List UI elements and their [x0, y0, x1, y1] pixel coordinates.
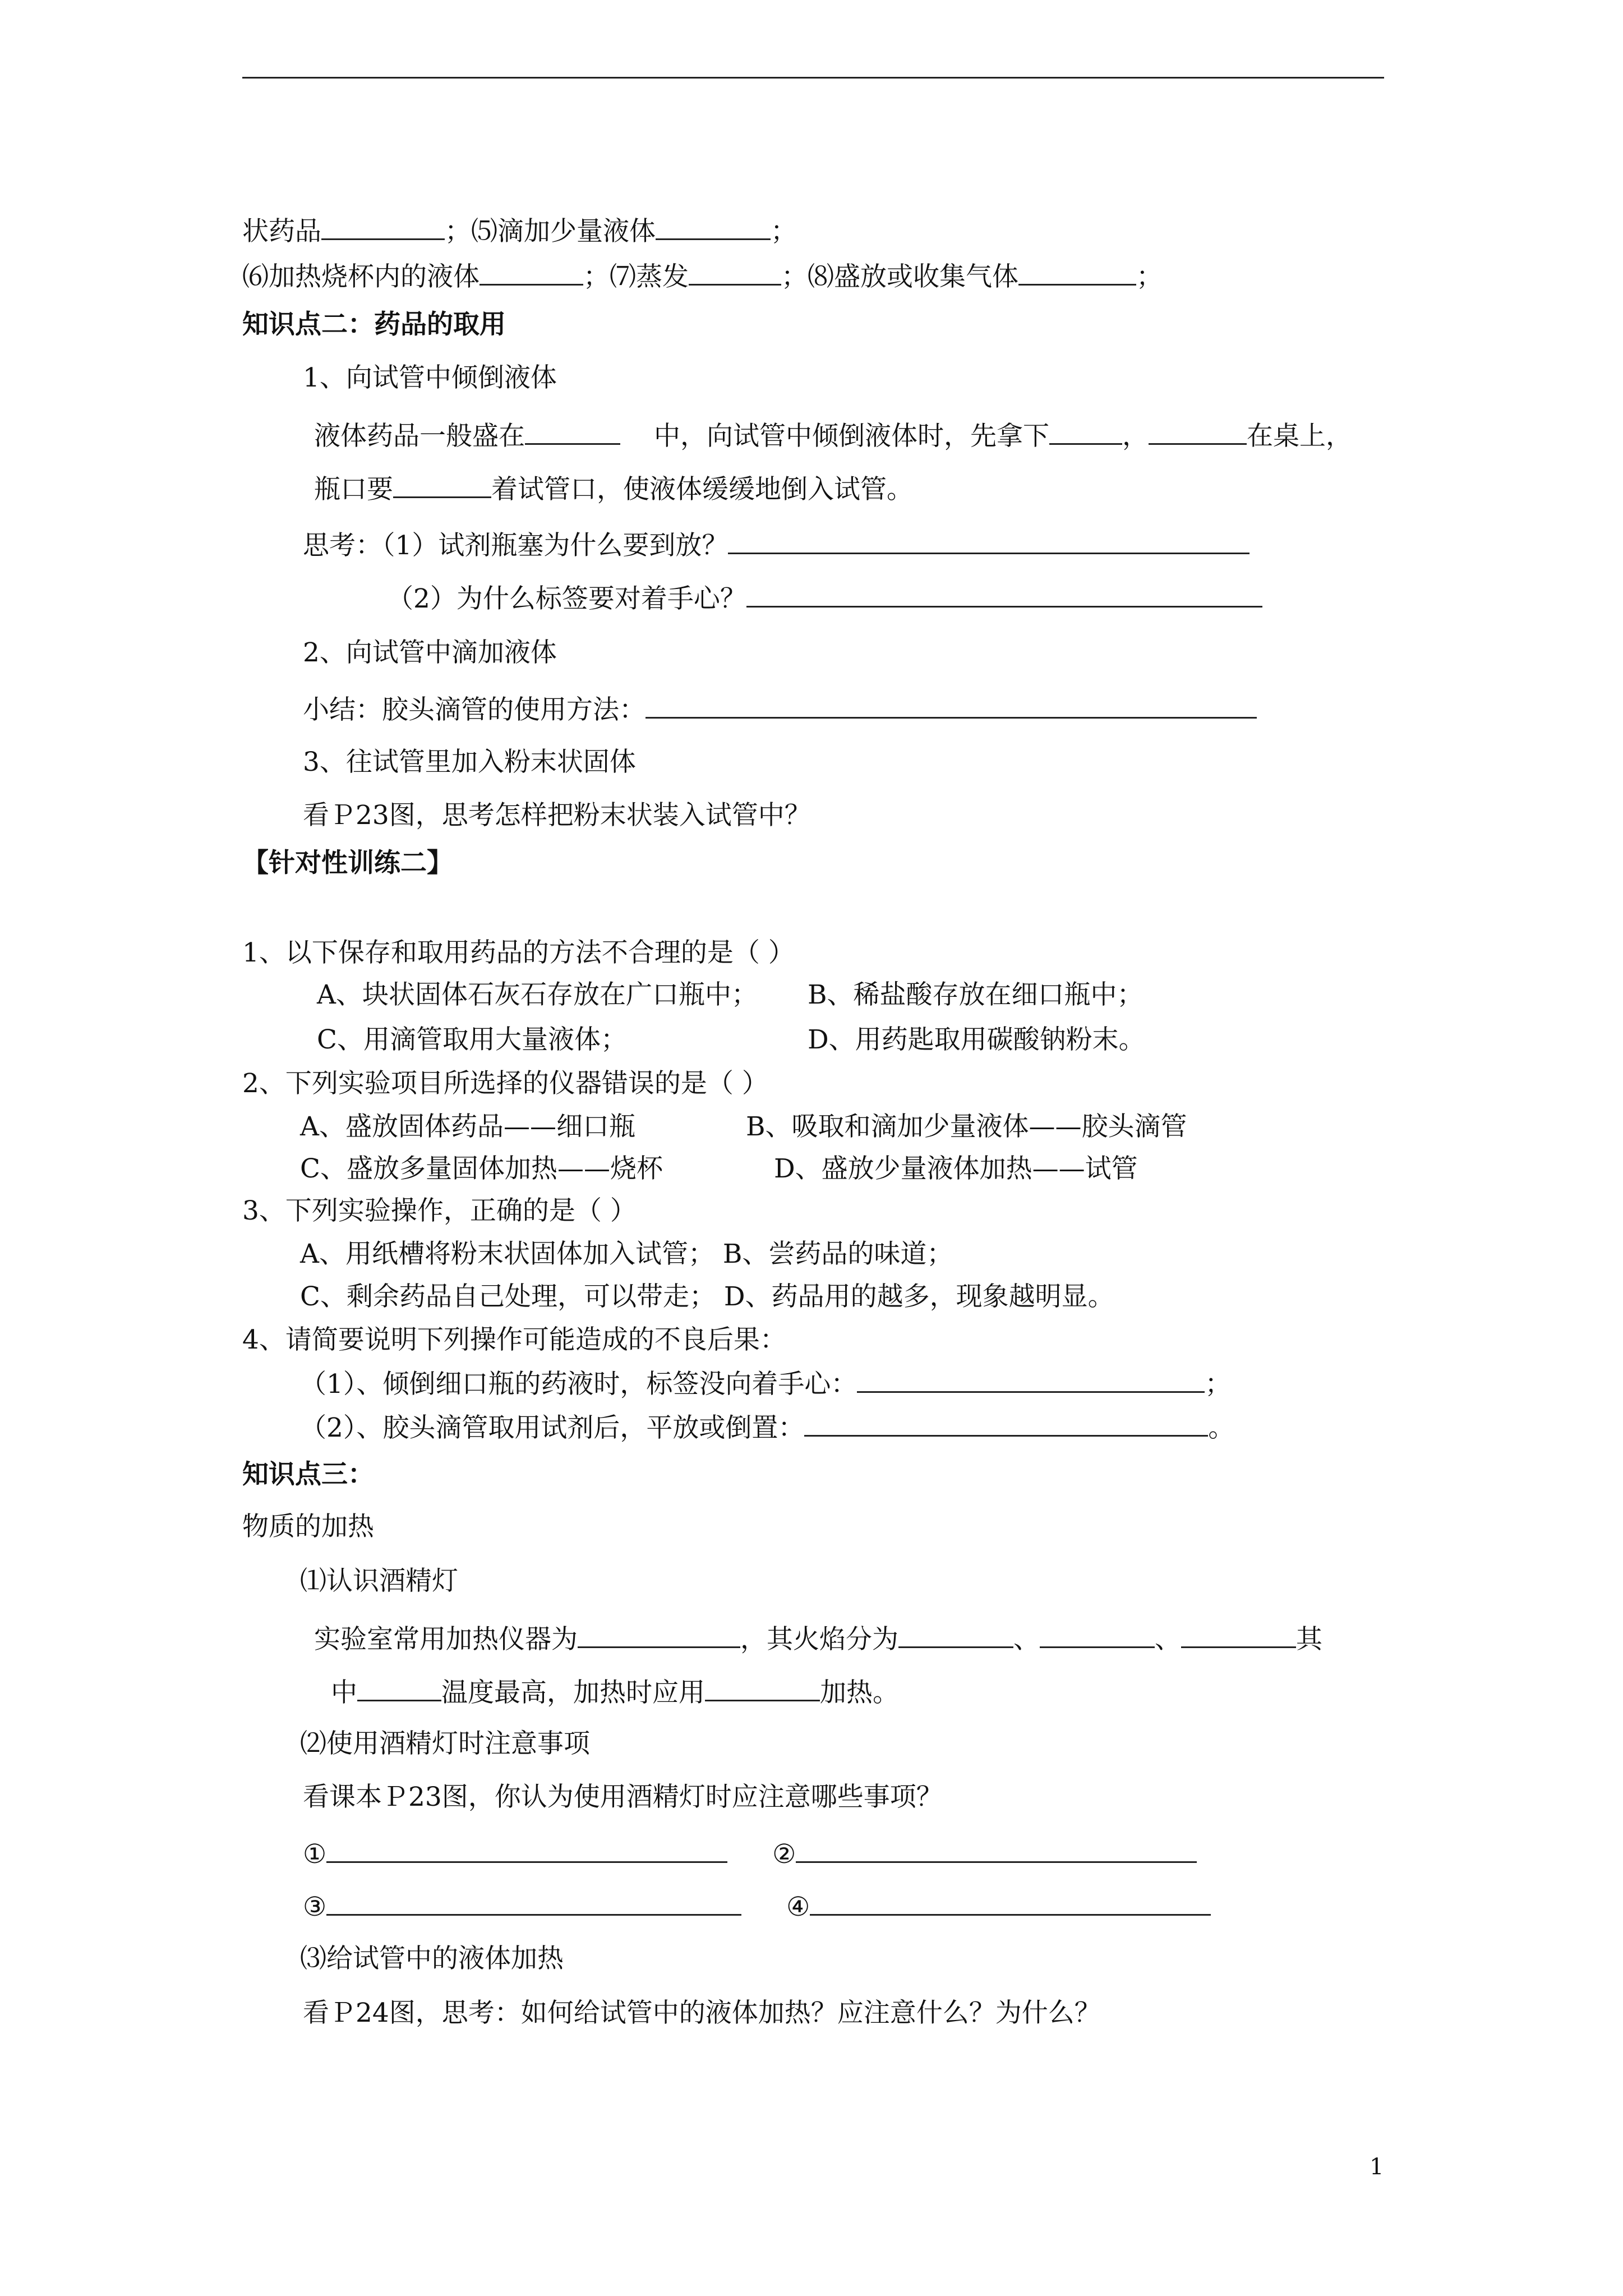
subsection-title: ⑴认识酒精灯 [300, 1566, 458, 1596]
section-title: 知识点三： [242, 1459, 374, 1490]
text-line: ⑹加热烧杯内的液体 ；⑺蒸发 ；⑻盛放或收集气体 ； [242, 261, 1163, 292]
answer-line[interactable] [810, 1892, 1211, 1916]
subtitle: 物质的加热 [242, 1511, 374, 1542]
blank[interactable] [578, 1624, 740, 1648]
question: 4、请简要说明下列操作可能造成的不良后果： [242, 1324, 786, 1355]
blank[interactable] [357, 1677, 441, 1701]
blank[interactable] [321, 216, 445, 240]
answer-line[interactable] [857, 1369, 1205, 1393]
text-line: 瓶口要 着试管口，使液体缓缓地倒入试管。 [314, 474, 913, 505]
text-line: 实验室常用加热仪器为 ，其火焰分为 、 、 其 [314, 1624, 1322, 1655]
option: B、吸取和滴加少量液体——胶头滴管 [746, 1111, 1187, 1142]
blank[interactable] [1040, 1624, 1155, 1648]
answer-line[interactable] [746, 583, 1262, 608]
blank[interactable] [393, 474, 491, 498]
question: 1、以下保存和取用药品的方法不合理的是（ ） [242, 937, 795, 968]
subsection-title: 2、向试管中滴加液体 [303, 637, 557, 668]
option: A、块状固体石灰石存放在广口瓶中； [317, 979, 758, 1010]
text-line: 看Ｐ24图，思考：如何给试管中的液体加热？应注意什么？为什么？ [303, 1998, 1101, 2028]
summary: 小结：胶头滴管的使用方法： [303, 694, 1257, 723]
subsection-title: 1、向试管中倾倒液体 [303, 362, 557, 393]
subsection-title: ⑶给试管中的液体加热 [300, 1943, 564, 1974]
answer-line[interactable] [796, 1839, 1197, 1863]
answer-line[interactable] [326, 1839, 727, 1863]
section-title: 知识点二：药品的取用 [242, 309, 506, 340]
blank[interactable] [1181, 1624, 1296, 1648]
answer-line[interactable] [326, 1892, 741, 1916]
text-line: 看Ｐ23图，思考怎样把粉末状装入试管中？ [303, 800, 811, 831]
blank[interactable] [689, 261, 781, 286]
blank[interactable] [479, 261, 583, 286]
answer-line[interactable] [804, 1412, 1208, 1437]
page-number: 1 [1370, 2154, 1384, 2180]
text-line: 中 温度最高，加热时应用 加热。 [331, 1677, 899, 1708]
answer-line[interactable] [728, 530, 1249, 554]
blank[interactable] [898, 1624, 1013, 1648]
question: 3、下列实验操作，正确的是（ ） [242, 1195, 637, 1226]
option: C、用滴管取用大量液体； [317, 1024, 627, 1055]
blank[interactable] [656, 216, 771, 240]
option: C、剩余药品自己处理，可以带走； D、药品用的越多，现象越明显。 [300, 1281, 1114, 1312]
header-rule [242, 77, 1384, 79]
blank[interactable] [525, 421, 620, 445]
answer-row: ③ ④ [303, 1892, 1211, 1920]
option: A、盛放固体药品——细口瓶 [300, 1111, 635, 1142]
question: 2、下列实验项目所选择的仪器错误的是（ ） [242, 1068, 768, 1099]
option: A、用纸槽将粉末状固体加入试管； B、尝药品的味道； [300, 1239, 953, 1269]
option: B、稀盐酸存放在细口瓶中； [808, 979, 1144, 1010]
blank[interactable] [1149, 421, 1247, 445]
answer-line[interactable] [645, 694, 1257, 719]
blank[interactable] [705, 1677, 820, 1701]
option: D、盛放少量液体加热——试管 [774, 1153, 1138, 1184]
answer-row: ① ② [303, 1839, 1197, 1867]
text-line: 状药品 ；⑸滴加少量液体 ； [242, 216, 797, 247]
sub-question: （2）、胶头滴管取用试剂后，平放或倒置： 。 [300, 1412, 1235, 1443]
subsection-title: ⑵使用酒精灯时注意事项 [300, 1728, 590, 1759]
text-line: 看课本Ｐ23图，你认为使用酒精灯时应注意哪些事项？ [303, 1782, 943, 1812]
question: （2）为什么标签要对着手心？ [387, 583, 1262, 612]
blank[interactable] [1049, 421, 1122, 445]
blank[interactable] [1018, 261, 1136, 286]
text-line: 液体药品一般盛在 中，向试管中倾倒液体时，先拿下 ， 在桌上， [314, 421, 1352, 452]
option: D、用药匙取用碳酸钠粉末。 [808, 1024, 1145, 1055]
question: 思考：（1）试剂瓶塞为什么要到放？ [303, 530, 1249, 559]
option: C、盛放多量固体加热——烧杯 [300, 1153, 663, 1184]
subsection-title: 3、往试管里加入粉末状固体 [303, 747, 636, 777]
sub-question: （1）、倾倒细口瓶的药液时，标签没向着手心： ； [300, 1369, 1232, 1400]
section-title: 【针对性训练二】 [242, 848, 453, 878]
